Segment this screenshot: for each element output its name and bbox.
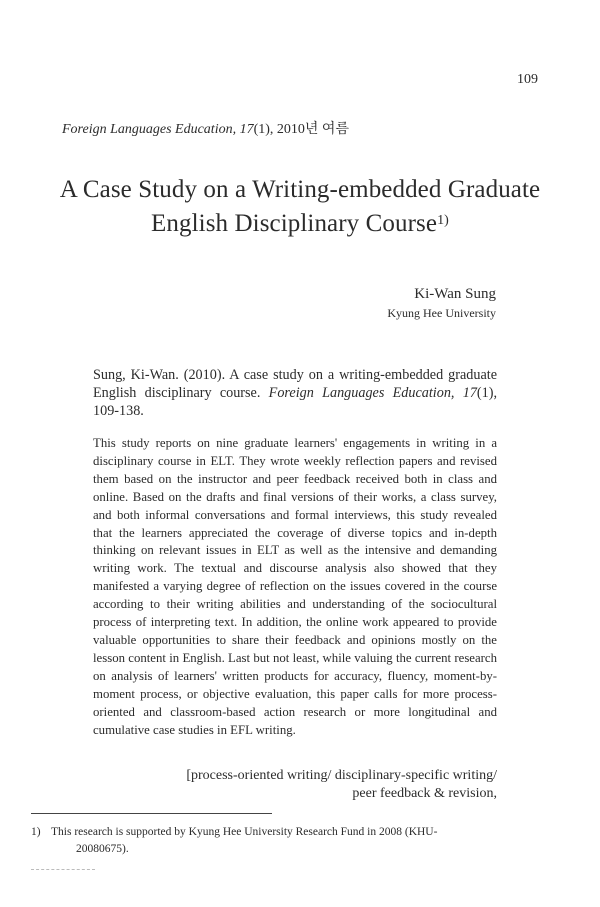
- page-bottom-mark: [31, 869, 95, 870]
- citation-pages: (1), 109-138.: [93, 385, 497, 419]
- citation-journal: Foreign Languages Education,: [268, 385, 455, 401]
- keywords-line-1: [process-oriented writing/ disciplinary-specific writing/: [186, 768, 497, 783]
- title-line-2: English Disciplinary Course: [151, 210, 438, 237]
- keywords-line-2: peer feedback & revision,: [352, 786, 497, 801]
- paper-title: [0, 174, 600, 239]
- footnote-continuation: 20080675).: [76, 843, 129, 855]
- footnote-divider: [31, 813, 272, 814]
- keywords: [167, 767, 497, 803]
- title-footnote-marker: 1): [437, 213, 449, 228]
- citation-volume: 17: [462, 385, 477, 401]
- journal-volume: 17: [239, 122, 254, 137]
- abstract: [93, 435, 497, 739]
- author-affiliation: Kyung Hee University: [387, 306, 496, 320]
- author-name: Ki-Wan Sung: [414, 286, 496, 302]
- footnote-marker: 1): [31, 826, 41, 838]
- abstract-text: This study reports on nine graduate learners' engagements in writing in a disciplinary course in ELT. They wrote weekly reflection papers and revised them based on the instructor and peer feedback received both in class and online. Based on the drafts and final versions of their works, a class survey, and both informal conversations and formal interviews, this study revealed that the learners appreciated the coverage of diverse topics and in-depth thinking on relevant issues in ELT as well as the intensive and demanding writing work. The textual and discourse analysis also showed that they manifested a varying degree of reflection on the issues covered in the course according to their writing abilities and understanding of the sociocultural process of interpreting text. In addition, the online work appeared to provide valuable opportunities to share their feedback and opinions mostly on the lesson content in English. Last but not least, while valuing the current research on analysis of learners' written products for accuracy, fluency, moment-by-moment process, or objective evaluation, this paper calls for more process-oriented and classroom-based action research or more longitudinal and cumulative case studies in EFL writing.: [93, 436, 497, 737]
- footnote-line: [31, 824, 541, 841]
- journal-name: Foreign Languages Education,: [62, 122, 237, 137]
- footnote-text: This research is supported by Kyung Hee University Research Fund in 2008 (KHU-: [51, 826, 438, 838]
- citation-prefix: Sung, Ki-Wan. (2010). A case study on a writing-embedded graduate English disciplinary course.: [93, 367, 497, 401]
- page-number: 109: [517, 72, 538, 87]
- journal-header: [62, 118, 349, 138]
- title-line-1: A Case Study on a Writing-embedded Graduate: [59, 176, 541, 203]
- title-line-2-wrap: [0, 205, 600, 239]
- footnote: [31, 824, 541, 858]
- citation: [93, 366, 497, 420]
- journal-issue: (1), 2010년 여름: [253, 122, 349, 137]
